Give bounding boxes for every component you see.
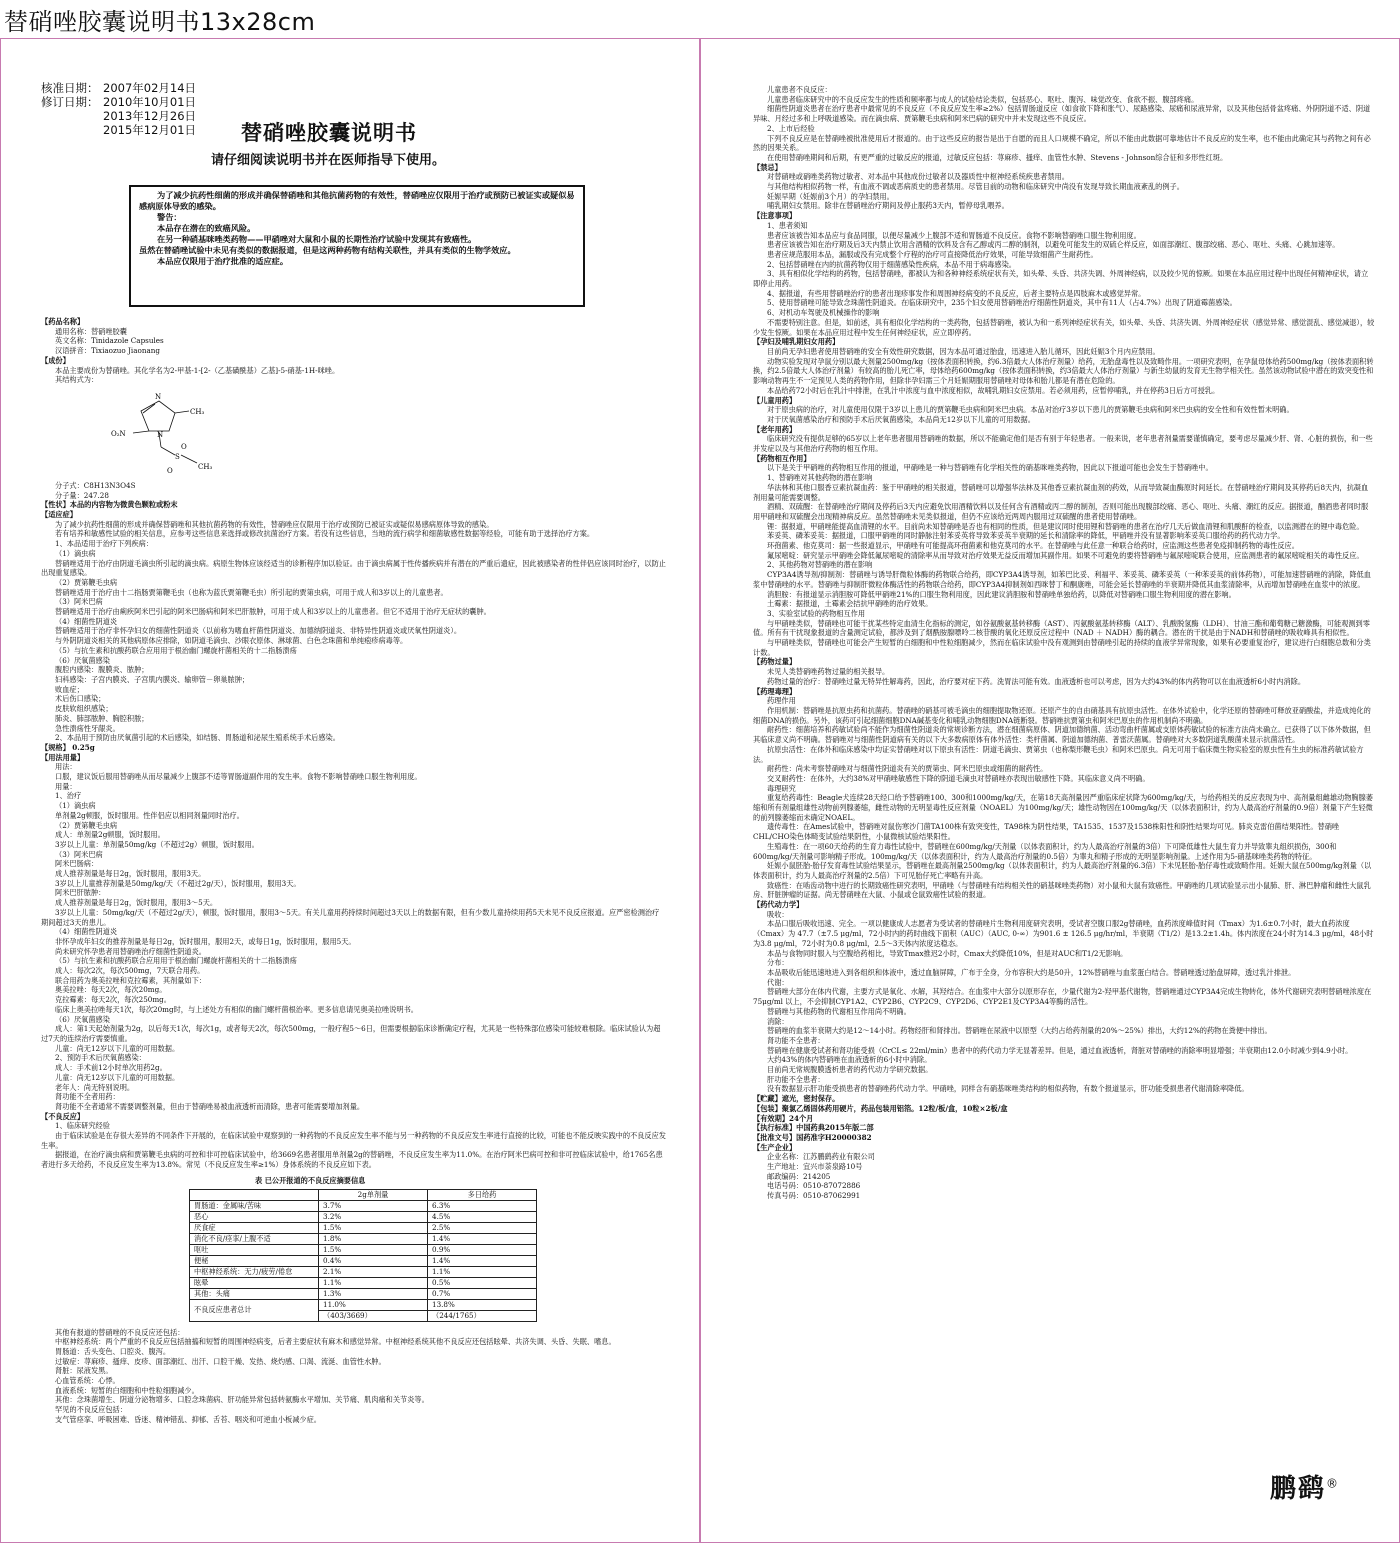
text-paragraph: 3岁以上儿童：50mg/kg/天（不超过2g/天），顿服，饭时服用，服用3～5天。有关儿童用药持续时间超过3天以上的数据有限，但有少数儿童持续用药5天未见不良反应报道。应严密检测治疗期间超过3天的患儿。 <box>41 907 660 927</box>
text-paragraph: 为了减少抗药性细菌的形成并确保替硝唑和其他抗菌药物的有效性，替硝唑应仅限用于治疗或预防已被证实或疑似易感病原体导致的感染。 <box>55 519 494 529</box>
table-row <box>190 1255 537 1266</box>
text-paragraph: 【生产企业】 <box>753 1142 797 1152</box>
text-paragraph: 皮肤软组织感染； <box>55 704 113 714</box>
warning-text: 警告： <box>157 212 182 222</box>
text-paragraph: 生产地址：宜兴市荼泉路10号 <box>767 1162 863 1172</box>
text-paragraph: 【适应症】 <box>41 510 77 520</box>
text-paragraph: 口服，建议饭后服用替硝唑从而尽量减少上腹部不适等胃肠道副作用的发生率。食物不影响替硝唑口服生物利用度。 <box>55 772 422 782</box>
page-title: 替硝唑胶囊说明书13x28cm <box>4 8 316 36</box>
table-cell: 6.3% <box>428 1200 537 1211</box>
paragraph-group <box>41 481 666 1170</box>
text-paragraph: 联合用药为奥美拉唑和克拉霉素，其剂量如下： <box>55 975 206 985</box>
text-paragraph: 2、包括替硝唑在内的抗菌药物仅用于细菌感染性疾病，本品不用于病毒感染。 <box>767 259 1016 269</box>
text-paragraph: 过敏症：荨麻疹、搔痒、皮疹、面部潮红、出汗、口腔干燥、发热、烧灼感、口渴、流涎、血管性水肿。 <box>55 1356 386 1366</box>
text-paragraph: 用量： <box>55 781 77 791</box>
paragraph-group <box>41 317 666 385</box>
text-paragraph: 分子量：247.28 <box>55 490 109 500</box>
table-row <box>190 1200 537 1211</box>
text-paragraph: 遗传毒性：在Ames试验中，替硝唑对鼠伤寒沙门菌TA100株有致突变性，TA98株为阴性结果，TA1535、1537及1538株阳性和阴性结果均可见。肺炎克雷伯菌结果阳性。替硝唑CHL/CHO染色体畸变试验结果阴性，小鼠微核试验结果阳性。 <box>753 822 1340 842</box>
text-paragraph: 肾功能不全者用药： <box>55 1092 120 1102</box>
table-cell: 恶心 <box>190 1211 319 1222</box>
table-cell: 3.2% <box>319 1211 428 1222</box>
total-value: 11.0% <box>319 1299 428 1310</box>
text-paragraph: 单剂量2g顿服，饭时服用。性伴侣应以相同剂量同时治疗。 <box>55 810 244 820</box>
text-paragraph: 儿童患者不良反应： <box>767 85 832 94</box>
text-paragraph: 【规格】 0.25g <box>41 742 95 752</box>
text-paragraph: 临床上奥美拉唑每天1次，每次20mg时，与上述处方有相似的幽门螺杆菌根治率。更多信息请见奥美拉唑说明书。 <box>55 1004 418 1014</box>
text-paragraph: 分子式：C8H13N3O4S <box>55 480 136 490</box>
structure-n: N <box>157 430 164 439</box>
text-paragraph: 腹腔内感染：腹膜炎、脓肿； <box>55 665 149 675</box>
structure-n: N <box>155 392 162 401</box>
text-paragraph: 3岁以上儿童：单剂量50mg/kg（不超过2g）顿服，饭时服用。 <box>55 839 259 849</box>
text-paragraph: 老年人：尚无特别说明。 <box>55 1082 135 1092</box>
text-paragraph: 锂：据报道，甲硝唑能提高血清锂的水平。目前尚未知替硝唑是否也有相同的性质，但是建议同时使用锂和替硝唑的患者在治疗几天后做血清锂和肌酸酐的检查，以监测潜在的锂中毒危险。 <box>767 521 1364 531</box>
text-paragraph: 肾功能不全者通常不需要调整剂量，但由于替硝唑易被血液透析而清除，患者可能需要增加剂量。 <box>55 1101 365 1111</box>
structure-no2: O₂N <box>111 429 126 438</box>
table-cell: 2.1% <box>319 1266 428 1277</box>
text-paragraph: 代谢： <box>767 977 789 987</box>
total-label: 不良反应患者总计 <box>190 1299 319 1321</box>
text-paragraph: 妊娠小鼠胚胎-胎仔发育毒性试验结果显示，替硝唑在最高剂量2500mg/kg（以体表面积计，约为人最高治疗剂量的6.3倍）下未见胚胎-胎仔毒性或致畸作用。妊娠大鼠在500mg/kg剂量（以体表面积计，约为人最高治疗剂量的2.5倍）下可见胎仔死亡率略有升高。 <box>753 861 1372 880</box>
text-paragraph: 5、使用替硝唑可能导致念珠菌性阴道炎。在临床研究中，235个妇女使用替硝唑治疗细菌性阴道炎，其中有11人（占4.7%）出现了阴道霉菌感染。 <box>767 298 1237 308</box>
table-cell: 1.4% <box>428 1255 537 1266</box>
document-subtitle: 请仔细阅读说明书并在医师指导下使用。 <box>211 153 446 168</box>
text-paragraph: 替硝唑与其他药物的代谢相互作用尚不明确。 <box>767 1006 911 1016</box>
text-paragraph: 本品吸收后能迅速地进入到各组织和体液中，透过血脑屏障，广布于全身，分布容积大约是50升，12%替硝唑与血浆蛋白结合。替硝唑透过胎盘屏障，透过乳汁排泄。 <box>767 967 1296 977</box>
text-paragraph: 毒理研究 <box>767 783 796 793</box>
text-paragraph: 本品主要成份为替硝唑。其化学名为2-甲基-1-[2-（乙基磺酰基）乙基]-5-硝基-1H-咪唑。 <box>55 365 340 375</box>
structure-o: O <box>181 442 187 451</box>
text-paragraph: 妇科感染：子宫内膜炎、子宫肌内膜炎、输卵管－卵巢脓肿； <box>55 674 250 684</box>
text-paragraph: 华法林和其他口服香豆素抗凝血药：鉴于甲硝唑的相关报道，替硝唑可以增强华法林及其他香豆素抗凝血剂的药效，从而导致凝血酶原时间延长。在替硝唑治疗期间及其停药后8天内，抗凝血剂用量可能需要调整。 <box>753 482 1369 502</box>
text-paragraph: 支气管痉挛、呼吸困难、昏迷、精神错乱、抑郁、舌苔、咽炎和可逆血小板减少症。 <box>55 1414 321 1424</box>
structure-ch3: CH₃ <box>190 407 205 416</box>
text-paragraph: 对替硝唑或硝唑类药物过敏者、对本品中其他成份过敏者以及器质性中枢神经系统疾患者禁用。 <box>767 172 1069 182</box>
table-header: 多日给药 <box>428 1189 537 1200</box>
text-paragraph: 2、其他药物对替硝唑的潜在影响 <box>767 560 873 570</box>
text-paragraph: 【执行标准】中国药典2015年版二部 <box>753 1123 874 1133</box>
table-row <box>190 1222 537 1233</box>
text-paragraph: 药物过量的治疗：替硝唑过量无特异性解毒药，因此，治疗要对症下药。洗胃法可能有效。血液透析也可以考虑，因为大约43%的体内药物可以在血液透析6小时内消除。 <box>767 676 1306 686</box>
text-paragraph: 若有培养和敏感性试验的相关信息，应参考这些信息来选择或修改抗菌治疗方案。若没有这些信息，当地的流行病学和细菌敏感性数据等经验，可能有助于选择治疗方案。 <box>55 529 595 539</box>
text-paragraph: 未见人类替硝唑药物过量的相关报导。 <box>767 667 890 677</box>
text-paragraph: 【贮藏】遮光，密封保存。 <box>753 1094 840 1104</box>
text-paragraph: 与甲硝唑类似，替硝唑也可能会产生短暂的白细胞和中性粒细胞减少，然而在临床试验中没有观测到由替硝唑引起的持续的血液学异常现象，如果有必要重复治疗，建议进行白细胞总数和分类计数。 <box>753 638 1371 657</box>
table-cell: 眩晕 <box>190 1277 319 1288</box>
text-paragraph: （3）阿米巴病 <box>55 597 103 607</box>
text-paragraph: 【禁忌】 <box>753 162 782 172</box>
text-paragraph: 【药品名称】 <box>41 317 85 326</box>
date-block <box>41 81 196 137</box>
warning-text: 本品应仅限用于治疗批准的适应症。 <box>157 256 289 266</box>
text-paragraph: 2、预防手术后厌氧菌感染： <box>55 1053 146 1063</box>
table-body <box>190 1200 537 1299</box>
text-paragraph: 克拉霉素：每天2次，每次250mg。 <box>55 995 171 1005</box>
company-logo <box>1270 1468 1340 1505</box>
text-paragraph: 目前尚无常规腹膜透析患者的药代动力学研究数据。 <box>767 1065 933 1075</box>
text-paragraph: 败血症； <box>55 684 84 694</box>
text-paragraph: 替硝唑在健康受试者和肾功能受损（CrCL≤ 22ml/min）患者中的药代动力学无显著差异。但是，通过血液透析，肾脏对替硝唑的消除率明显增强；半衰期由12.0小时减少到4.9小时。 <box>767 1045 1353 1055</box>
text-paragraph: 分布： <box>767 958 789 968</box>
adverse-reaction-table <box>189 1189 537 1322</box>
text-paragraph: 动物实验发现对孕鼠分别以最大剂量2500mg/kg（按体表面积转换，约6.3倍最大人体治疗剂量）给药，无胎盘毒性以及致畸作用。一项研究表明，在孕鼠母体给药500mg/kg（按体表面积转换，约2.5倍最大人体治疗剂量）有较高的胎儿死亡率，母体给药600mg/kg（按体表面积转换，约3倍最大人体治疗剂量）与新生幼鼠的发育无生物学相关性。虽然该动物试验中潜在的致突变性和影响动物再生不一定预见人类的药物作用，但除非孕妇需三个月妊娠期服用替硝唑对母体和胎儿都是有潜在危险的。 <box>753 356 1374 386</box>
text-paragraph: 替硝唑大部分在体内代谢，主要方式是氧化、水解，其羟结合。在血浆中大部分以原形存在，少量代谢为2-羟甲基代谢物，替硝唑通过CYP3A4完成生物转化，体外代谢研究表明替硝唑浓度在75μg/ml 以上，不会抑制CYP1A2、CYP2B6、CYP2C9、CYP2D6、CYP2E1及CYP3A4等酶的活性。 <box>753 987 1372 1007</box>
table-cell: 1.5% <box>319 1222 428 1233</box>
text-paragraph: 其他有报道的替硝唑的不良反应还包括： <box>55 1327 185 1337</box>
text-paragraph: （3）阿米巴病 <box>55 849 103 859</box>
text-paragraph: 3岁以上儿童推荐剂量是50mg/kg/天（不超过2g/天），饭时服用，服用3天。 <box>55 878 301 888</box>
text-paragraph: 【性状】本品的内容物为微黄色颗粒或粉末 <box>41 500 178 510</box>
table-cell: 0.7% <box>428 1288 537 1299</box>
text-paragraph: （6）厌氧菌感染 <box>55 655 110 665</box>
logo-text: 鹏鹞 <box>1270 1474 1327 1504</box>
text-paragraph: 1、本品适用于治疗下列疾病： <box>55 539 154 549</box>
text-paragraph: 其结构式为： <box>55 375 99 385</box>
text-paragraph: 成人：单剂量2g顿服，饭时服用。 <box>55 830 165 840</box>
text-paragraph: CYP3A4诱导剂/抑制剂：替硝唑与诱导肝微粒体酶的药物联合给药，即CYP3A4诱导剂，如苯巴比妥、利福平、苯妥英、磷苯妥英（一种苯妥英的前体药物），可能加速替硝唑的消除，降低血浆中替硝唑的水平。替硝唑与抑制肝微粒体酶活性的药物联合给药，即CYP3A4抑制剂如西咪替丁和酮康唑，可能会延长替硝唑的半衰期并降低其血浆清除率，从而增加替硝唑在血浆中的浓度。 <box>753 570 1371 589</box>
text-paragraph: 【注意事项】 <box>753 211 797 221</box>
text-paragraph: 【批准文号】国药准字H20000382 <box>753 1132 872 1142</box>
text-paragraph: 英文名称：Tinidazole Capsules <box>55 336 164 346</box>
table-caption: 表 已公开报道的不良反应摘要信息 <box>255 1175 366 1185</box>
text-paragraph: 重复给药毒性：Beagle犬连续28天经口给予替硝唑100、300和1000mg/kg/天，在第18天高剂量因严重临床症状降为600mg/kg/天，与给药相关的反应表现为中、高剂量组雌雄动物胸腺萎缩和所有剂量组雄性动物前列腺萎缩，雌性动物的无明显毒性反应剂量（NOAEL）为100mg/kg/天；雄性动物因在100mg/kg/天（以体表面积计，约为人最高治疗剂量的0.9倍）剂量下产生轻微的前列腺萎缩而未确定NOAEL。 <box>753 793 1373 822</box>
text-paragraph: 肾脏：尿液发黑。 <box>55 1366 113 1376</box>
text-paragraph: 在使用替硝唑期间和后期，有更严重的过敏反应的报道，过敏反应包括：荨麻疹、搔痒、血管性水肿、Stevens - Johnson综合征和多形性红斑。 <box>767 152 1228 162</box>
text-paragraph: 【包装】聚氯乙烯固体药用硬片，药品包装用铝箔。12粒/板/盒，10粒×2板/盒 <box>753 1103 1008 1113</box>
table-cell: 0.9% <box>428 1244 537 1255</box>
text-paragraph: 通用名称：替硝唑胶囊 <box>55 326 127 336</box>
text-paragraph: 阿米巴肝脓肿： <box>55 888 106 898</box>
text-paragraph: 环孢菌素、他克莫司：据一些报道显示，甲硝唑有可能提高环孢菌素和他克莫司的水平。在替硝唑与此任意一种联合给药时，应监测这些患者免疫抑制药物的毒性反应。 <box>767 541 1299 551</box>
table-cell: 2.5% <box>428 1222 537 1233</box>
document-title: 替硝唑胶囊说明书 <box>241 121 417 145</box>
text-paragraph: 作用机制：替硝唑是抗原虫药和抗菌药。替硝唑的硝基可被毛滴虫的细胞提取物还原。还原产生的自由硝基具有抗原虫活性。在体外试验中，化学还原的替硝唑可释放亚硝酸盐，并造成纯化的细菌DNA的损伤。另外，该药可引起细菌细胞DNA碱基变化和哺乳动物细胞DNA链断裂。替硝唑抗贾第虫和阿米巴原虫的作用机制尚不明确。 <box>753 706 1371 725</box>
text-paragraph: 用法： <box>55 762 77 772</box>
text-paragraph: 成人推荐剂量是每日2g，饭时服用，服用3～5天。 <box>55 898 218 908</box>
text-paragraph: 哺乳期妇女禁用。除非在替硝唑治疗期间及停止服药3天内，暂停母乳喂养。 <box>767 201 1009 211</box>
table-header-row <box>190 1189 537 1200</box>
text-paragraph: 本品与食物同时服入与空腹给药相比，导致Tmax推迟2小时，Cmax大约降低10%，但是对AUC和T1/2无影响。 <box>767 948 1128 958</box>
text-paragraph: 尚未研究怀孕患者用替硝唑治疗细菌性阴道炎。 <box>55 946 206 956</box>
table-cell: 1.4% <box>428 1233 537 1244</box>
text-paragraph: 妊娠早期（妊娠前3个月）的孕妇禁用。 <box>767 191 894 201</box>
text-paragraph: 心血管系统：心悸。 <box>55 1376 120 1386</box>
text-paragraph: 【药代动力学】 <box>753 900 804 910</box>
text-paragraph: 4、据报道，有些用替硝唑治疗的患者出现疹事发作和周围神经病变的不良反应，后者主要特点是四肢麻木或感觉异常。 <box>767 288 1146 298</box>
text-paragraph: 苯妥英、磷苯妥英：据报道，口服甲硝唑的同时静脉注射苯妥英将导致苯妥英半衰期的延长和清除率的降低，甲硝唑并没有显著影响苯妥英口服给药的药代动力学。 <box>767 531 1285 541</box>
text-paragraph: （2）贾第鞭毛虫病 <box>55 577 118 587</box>
text-paragraph: 【药物过量】 <box>753 657 797 667</box>
right-panel <box>700 38 1400 1543</box>
text-paragraph: 传真号码：0510-87062991 <box>767 1191 861 1201</box>
text-paragraph: 替硝唑适用于治疗由阴道毛滴虫所引起的滴虫病。病原生物体应该经适当的诊断程序加以验证。由于滴虫病属于性传播疾病并有潜在的严重后遗症，因此被感染者的性伴侣应该同时治疗，以防止出现重复感染。 <box>41 558 666 578</box>
table-row <box>190 1233 537 1244</box>
structure-ch3: CH₃ <box>198 462 213 471</box>
text-paragraph: 大约43%的体内替硝唑在血液透析的6小时中消除。 <box>767 1055 932 1065</box>
table-header <box>190 1189 319 1200</box>
text-paragraph: 替硝唑的血浆半衰期大约是12～14小时。药物经肝和肾排出。替硝唑在尿液中以原型（大约占给药剂量的20%～25%）排出，大约12%的药物在粪便中排出。 <box>767 1026 1272 1036</box>
text-paragraph: 肾功能不全患者： <box>767 1035 825 1045</box>
revise-date: 2015年12月01日 <box>103 123 197 137</box>
text-paragraph: （1）滴虫病 <box>55 801 96 811</box>
table-row <box>190 1277 537 1288</box>
warning-text: 本品存在潜在的致癌风险。 <box>157 223 256 233</box>
left-body <box>41 317 666 1425</box>
text-paragraph: 药理作用 <box>767 696 796 706</box>
text-paragraph: （4）细菌性阴道炎 <box>55 927 118 937</box>
text-paragraph: 成人：第1天起始剂量为2g，以后每天1次，每次1g，或者每天2次，每次500mg，一般疗程5～6日，但需要根据临床诊断确定疗程，尤其是一些特殊部位感染可能较难根除。临床试验认为超过7天的连续治疗需要慎重。 <box>41 1024 661 1043</box>
text-paragraph: 胃肠道：舌头变色、口腔炎、腹泻。 <box>55 1346 171 1356</box>
text-paragraph: 【药物相互作用】 <box>753 453 811 463</box>
text-paragraph: 【不良反应】 <box>41 1111 85 1121</box>
text-paragraph: 1、治疗 <box>55 791 82 801</box>
structure-s: S <box>175 452 180 461</box>
text-paragraph: 3、具有相似化学结构的药物，包括替硝唑，都被认为和各种神经系统症状有关，如头晕、头昏、共济失调、外周神经病，以及较少见的惊厥。如果在本品应用过程中出现任何精神症状，请立即停止用药。 <box>753 269 1369 289</box>
text-paragraph: 1、临床研究经验 <box>55 1121 110 1131</box>
text-paragraph: 替硝唑适用于治疗由痢疾阿米巴引起的阿米巴肠病和阿米巴肝脓肿，可用于成人和3岁以上的儿童患者。但它不适用于治疗无症状的囊肿。 <box>55 607 491 617</box>
text-paragraph: 吸收： <box>767 909 789 919</box>
text-paragraph: 非怀孕成年妇女的推荐剂量是每日2g，饭时服用，服用2天，或每日1g，饭时服用，服用5天。 <box>55 936 356 946</box>
text-paragraph: 急性溃疡性牙龈炎。 <box>55 723 120 733</box>
text-paragraph: 1、患者须知 <box>767 220 808 230</box>
table-row <box>190 1211 537 1222</box>
text-paragraph: 以下是关于甲硝唑的药物相互作用的报道，甲硝唑是一种与替硝唑有化学相关性的硝基咪唑类药物，因此以下报道可能也会发生于替硝唑中。 <box>767 463 1213 473</box>
text-paragraph: 6、对机动车驾驶及机械操作的影响 <box>767 308 880 318</box>
text-paragraph: （4）细菌性阴道炎 <box>55 616 118 626</box>
text-paragraph: 没有数据显示肝功能受损患者的替硝唑药代动力学。甲硝唑，同样含有硝基咪唑类结构的相似药物，有数个报道显示，肝功能受损患者代谢清除率降低。 <box>767 1084 1249 1094</box>
table-total-row <box>190 1299 537 1310</box>
table-cell: 0.5% <box>428 1277 537 1288</box>
registered-mark: ® <box>1326 1476 1341 1491</box>
text-paragraph: 【老年用药】 <box>753 424 797 434</box>
structural-formula <box>81 389 261 479</box>
warning-box <box>129 185 585 307</box>
text-paragraph: 患者应该被告知在治疗期及后3天内禁止饮用含酒精的饮料及含有乙醇或丙二醇的制剂，以避免可能发生的双硫仑样反应，如面部潮红、腹部绞痛、恶心、呕吐、头痛、心跳加速等。 <box>767 240 1340 250</box>
text-paragraph: （1）滴虫病 <box>55 548 96 558</box>
table-cell: 4.5% <box>428 1211 537 1222</box>
text-paragraph: 细菌性阴道炎患者在治疗患者中最常见的不良反应（不良反应发生率≥2%）包括胃肠道反应（如食欲下降和胀气）、尿路感染、尿痛和尿液异常，以及其他包括骨盆疼痛、外阴阴道不适、阴道异味、月经过多和上呼吸道感染。而在滴虫病、贾第鞭毛虫病和阿米巴病的研究中并未发现这些不良反应。 <box>753 104 1371 124</box>
text-paragraph: 【儿童用药】 <box>753 395 797 405</box>
revise-date: 2013年12月26日 <box>103 109 197 123</box>
text-paragraph: 1、替硝唑对其他药物的潜在影响 <box>767 473 873 483</box>
left-panel <box>0 38 700 1543</box>
paragraph-group <box>41 1328 666 1425</box>
table-cell: 1.1% <box>319 1277 428 1288</box>
revise-label: 修订日期： <box>41 95 99 109</box>
table-cell: 便秘 <box>190 1255 319 1266</box>
text-paragraph: 目前尚无孕妇患者使用替硝唑的安全有效性研究数据，因为本品可通过胎盘，迅速进入胎儿循环，因此妊娠3个月内应禁用。 <box>767 346 1160 356</box>
revise-date: 2010年10月01日 <box>103 95 197 109</box>
text-paragraph: 对于原虫病的治疗，对儿童使用仅限于3岁以上患儿的贾第鞭毛虫病和阿米巴虫病。本品对治疗3岁以下患儿的贾第鞭毛虫病和阿米巴虫病的安全性和有效性暂未明确。 <box>767 405 1294 415</box>
text-paragraph: 肝功能不全患者： <box>767 1074 825 1084</box>
text-paragraph: 奥美拉唑：每天2次，每次20mg。 <box>55 985 167 995</box>
text-paragraph: 对于厌氧菌感染治疗和预防手术后厌氧菌感染，本品尚无12岁以下儿童的可用数据。 <box>767 414 1035 424</box>
text-paragraph: 邮政编码：214205 <box>767 1171 831 1181</box>
text-paragraph: 酒精、双硫醒：在替硝唑治疗期间及停药后3天内应避免饮用酒精饮料以及任何含有酒精或丙二醇的制剂，否则可能出现腹部绞痛、恶心、呕吐、头痛、潮红的反应。据报道，酗酒患者同时服用甲硝唑和双硫醒会出现精神病反应。虽然替硝唑未见类似报道，但仍不应该给近两周内服用过双硫醒的患者使用替硝唑。 <box>753 502 1369 521</box>
text-paragraph: 患者应规范服用本品，漏服或没有完成整个疗程的治疗可直接降低治疗效果，可能导致细菌产生耐药性。 <box>767 249 1098 259</box>
text-paragraph: 本品给药72小时后在乳汁中排泄，在乳汁中浓度与血中浓度相似，故哺乳期妇女应禁用。若必须用药，应暂停哺乳，并在停药3日后方可授乳。 <box>767 385 1220 395</box>
text-paragraph: 【用法用量】 <box>41 752 85 762</box>
warning-text: 为了减少抗药性细菌的形成并确保替硝唑和其他抗菌药物的有效性，替硝唑应仅限用于治疗或预防已被证实或疑似易感病原体导致的感染。 <box>139 190 575 211</box>
text-paragraph: 不需要特别注意。但是，如前述，具有相似化学结构的一类药物，包括替硝唑，被认为和一系列神经症状有关，如头晕、头昏、共济失调、外周神经症状（感觉异常、感觉混乱、感觉减退），较少发生惊厥。如果在本品应用过程中发生任何神经症状，应立即停药。 <box>753 317 1375 337</box>
text-paragraph: 2、本品用于预防由厌氧菌引起的术后感染，如结肠、胃肠道和泌尿生殖系统手术后感染。 <box>55 733 340 743</box>
table-cell: 中枢神经系统：无力/疲劳/倦怠 <box>190 1266 319 1277</box>
text-paragraph: 土霉素：据报道，土霉素会拮抗甲硝唑的治疗效果。 <box>767 599 933 609</box>
table-cell: 厌食症 <box>190 1222 319 1233</box>
table-cell: 1.5% <box>319 1244 428 1255</box>
warning-text: 虽然在替硝唑试验中未见有类似的数据报道，但是这两种药物有结构关联性，并具有类似的生物学效应。 <box>139 245 516 255</box>
right-body <box>753 85 1375 1201</box>
text-paragraph: 电话号码：0510-87072886 <box>767 1181 861 1191</box>
text-paragraph: 成人：每次2次，每次500mg，7天联合用药。 <box>55 966 205 976</box>
table-row <box>190 1244 537 1255</box>
text-paragraph: 交叉耐药性：在体外，大约38%对甲硝唑敏感性下降的阴道毛滴虫对替硝唑亦表现出敏感性下降。其临床意义尚不明确。 <box>767 773 1150 783</box>
text-paragraph: 术后伤口感染； <box>55 694 106 704</box>
text-paragraph: 成人：手术前12小时单次用药2g。 <box>55 1063 167 1073</box>
text-paragraph: 耐药性：细菌培养和药敏试验尚不能作为细菌性阴道炎的常规诊断方法，潜在细菌病原体、阴道加德纳菌、活动弯曲杆菌属或支原体药敏试验的标准方法尚未确立。已获得了以下体外数据，但其临床意义尚不明确。替硝唑对与细菌性阴道病有关的以下大多数病原体有体外活性：类杆菌属、阴道加德纳菌、普雷沃菌属。替硝唑对大多数阴道乳酸菌未显示抗菌活性。 <box>753 725 1371 745</box>
text-paragraph: 耐药性：尚未考察替硝唑对与细菌性阴道炎有关的贾第虫、阿米巴原虫或细菌的耐药性。 <box>767 764 1048 774</box>
text-paragraph: 【有效期】24个月 <box>753 1113 814 1123</box>
text-paragraph: 儿童患者临床研究中的不良反应发生的性质和频率都与成人的试验结论类似，包括恶心、呕吐、腹泻、味觉改变、食欲不振、腹部疼痛。 <box>767 94 1199 104</box>
total-value: 13.8% <box>428 1299 537 1310</box>
text-paragraph: 下列不良反应是在替硝唑被批准使用后才报道的。由于这些反应的报告是出于自愿的而且人口规模不确定，所以不能由此数据可靠地估计不良反应的发生率，也不能由此确定其与药物之间有必然的因果关系。 <box>753 133 1371 153</box>
table-cell: 1.8% <box>319 1233 428 1244</box>
text-paragraph: 3、实验室试验的药物相互作用 <box>767 608 866 618</box>
text-paragraph: 据报道，在治疗滴虫病和贾第鞭毛虫病的可控和非可控临床试验中，给3669名患者服用单剂量2g的替硝唑，不良反应发生率为11.0%。在治疗阿米巴病可控和非可控临床试验中，给1765名患者进行多天给药，不良反应发生率为13.8%。常见（不良反应发生率≥1%）身体系统的不良反应如下表。 <box>41 1150 663 1170</box>
table-cell: 消化不良/痉挛/上腹不适 <box>190 1233 319 1244</box>
text-paragraph: （2）贾第鞭毛虫病 <box>55 820 118 830</box>
table-cell: 呕吐 <box>190 1244 319 1255</box>
text-paragraph: 企业名称：江苏鹏鹞药业有限公司 <box>767 1152 875 1162</box>
table-cell: 其他：头痛 <box>190 1288 319 1299</box>
text-paragraph: 2、上市后经验 <box>767 123 815 133</box>
structure-diagram <box>81 389 261 479</box>
total-count: （244/1765） <box>428 1310 537 1321</box>
table-row <box>190 1288 537 1299</box>
text-paragraph: 血液系统：短暂的白细胞和中性粒细胞减少。 <box>55 1385 199 1395</box>
total-count: （403/3669） <box>319 1310 428 1321</box>
table-cell: 0.4% <box>319 1255 428 1266</box>
text-paragraph: （5）与抗生素和抗酸药联合应用用于根治幽门螺旋杆菌相关的十二指肠溃疡 <box>55 956 297 966</box>
text-paragraph: （5）与抗生素和抗酸药联合应用用于根治幽门螺旋杆菌相关的十二指肠溃疡 <box>55 645 297 655</box>
text-paragraph: 【孕妇及哺乳期妇女用药】 <box>753 337 840 347</box>
text-paragraph: 与其他结构相似药物一样，有血液不调或恶病质史的患者禁用。尽管目前的动物和临床研究中尚没有发现导致长期血液紊乱的例子。 <box>767 182 1184 192</box>
text-paragraph: 阿米巴肠病： <box>55 859 99 869</box>
text-paragraph: 本品口服后吸收迅速、完全。一项以健康成人志愿者为受试者的替硝唑片生物利用度研究表明，受试者空腹口服2g替硝唑，血药浓度峰值时间（Tmax）为1.6±0.7小时，最大血药浓度（Cmax）为 47.7（±7.5 μg/ml，72小时内的药时曲线下面积（AUC）（AUC, 0-∞）为901.6 ± 126.5 μg/hr/ml，半衰期（T1/2）是13.2±1.4h。体内浓度在24小时为14.3 μg/ml，48小时为3.8 μg/ml，72小时为0.8 μg/ml，2.5～3天体内浓度达稳态。 <box>753 919 1374 948</box>
text-paragraph: 汉语拼音：Tixiaozuo Jiaonang <box>55 346 160 356</box>
text-paragraph: 【成份】 <box>41 355 70 365</box>
text-paragraph: 儿童：尚无12岁以下儿童的可用数据。 <box>55 1043 180 1053</box>
table-cell: 3.7% <box>319 1200 428 1211</box>
text-paragraph: （6）厌氧菌感染 <box>55 1014 110 1024</box>
text-paragraph: 与甲硝唑类似，替硝唑也可能干扰某些特定血清生化指标的测定，如谷氨酸氨基转移酶（AST）、丙氨酸氨基转移酶（ALT）、乳酸脱氢酶（LDH）、甘油三酯和葡萄糖己糖激酶，可能观测到零值。所有有干扰现象报道的含量测定试验，都涉及到了烟酰胺腺嘌呤二核苷酸的氧化还原反应过程中（NAD ＋ NADH）酶的耦合。潜在的干扰是由于NADH和替硝唑的吸收峰具有相似性。 <box>753 618 1370 638</box>
text-paragraph: 消除： <box>767 1016 789 1026</box>
text-paragraph: 致癌性：在啮齿动物中进行的长期致癌性研究表明，甲硝唑（与替硝唑有结构相关性的硝基咪唑类药物）对小鼠和大鼠有致癌性。甲硝唑的几项试验显示出小鼠肺、肝、淋巴肿瘤和雌性大鼠乳房、肝脏肿瘤的证据。尚无替硝唑在大鼠、小鼠或仓鼠致癌性试验的报道。 <box>753 880 1371 900</box>
approve-date: 2007年02月14日 <box>103 81 197 95</box>
table-row <box>190 1266 537 1277</box>
text-paragraph: 与外阴阴道炎相关的其他病原体应排除，如阴道毛滴虫、沙眼衣原体、淋球菌、白色念珠菌和单纯疱疹病毒等。 <box>55 636 408 646</box>
text-paragraph: 替硝唑适用于治疗非怀孕妇女的细菌性阴道炎（以前称为嗜血杆菌性阴道炎、加德纳阴道炎、非特异性阴道炎或厌氧性阴道炎）。 <box>55 626 462 636</box>
table-cell: 1.3% <box>319 1288 428 1299</box>
text-paragraph: 【药理毒理】 <box>753 686 797 696</box>
text-paragraph: 临床研究没有提供足够的65岁以上老年患者服用替硝唑的数据，所以不能确定他们是否有别于年轻患者。一般来说，老年患者剂量需要谨慎确定，要考虑尽量减少肝、肾、心脏的损伤，和一些并发症以及与其他治疗药物的相互作用。 <box>753 434 1373 454</box>
text-paragraph: 消胆胺：有报道显示消胆胺可降低甲硝唑21%的口服生物利用度，因此建议消胆胺和替硝唑单独给药，以降低对替硝唑口服生物利用度的潜在影响。 <box>767 589 1236 599</box>
table-cell: 1.1% <box>428 1266 537 1277</box>
structure-o: O <box>167 466 173 475</box>
text-paragraph: 抗原虫活性：在体外和临床感染中均证实替硝唑对以下原虫有活性：阴道毛滴虫、贾第虫（也称梨形鞭毛虫）和阿米巴原虫。尚无可用于临床微生物实验室的原虫性有生虫的标准药敏试验方法。 <box>753 744 1364 764</box>
table-cell: 胃肠道：金属味/苦味 <box>190 1200 319 1211</box>
approve-label: 核准日期： <box>41 81 99 95</box>
warning-text: 在另一种硝基咪唑类药物——甲硝唑对大鼠和小鼠的长期性治疗试验中发现其有致癌性。 <box>157 234 477 244</box>
text-paragraph: 其他：念珠菌增生、阴道分泌物增多、口腔念珠菌病、肝功能异常包括转氨酶水平增加、关节痛、肌肉痛和关节炎等。 <box>55 1395 429 1405</box>
text-paragraph: 氟尿嘧啶：研究显示甲硝唑会降低氟尿嘧啶的清除率从而导致对治疗效果无益反而增加其副作用。如果不可避免的要将替硝唑与氟尿嘧啶联合使用，应监测患者的氟尿嘧啶相关的毒性反应。 <box>767 550 1364 560</box>
text-paragraph: 由于临床试验是在存很大差异的不同条件下开展的，在临床试验中观察到的一种药物的不良反应发生率不能与另一种药物的不良反应发生率进行直接的比较，可能也不能反映实践中的不良反应发生率。 <box>41 1131 666 1150</box>
text-paragraph: 生殖毒性：在一项60天给药的生育力毒性试验中，替硝唑在600mg/kg/天剂量（以体表面积计，约为人最高治疗剂量的3倍）下可降低雄性大鼠生育力并导致睾丸组织损伤，300和600mg/kg/天剂量可影响精子形成。100mg/kg/天（以体表面积计，约为人最高治疗剂量的0.5倍）为睾丸和精子形成的无明显影响剂量。上述作用为5-硝基咪唑类药物的特征。 <box>753 841 1337 861</box>
table-header: 2g单剂量 <box>319 1189 428 1200</box>
text-paragraph: 替硝唑适用于治疗由十二指肠贾第鞭毛虫（也称为蓝氏贾第鞭毛虫）所引起的贾第虫病，可用于成人和3岁以上的儿童患者。 <box>55 587 448 597</box>
text-paragraph: 中枢神经系统：两个严重的不良反应包括抽搐和短暂的周围神经病变，后者主要症状有麻木和感觉异常。中枢神经系统其他不良反应还包括眩晕、共济失调、头昏、失眠、嗜息。 <box>55 1337 616 1347</box>
text-paragraph: 肺炎、肺部脓肿、胸腔积脓； <box>55 713 149 723</box>
text-paragraph: 成人推荐剂量是每日2g，饭时服用，服用3天。 <box>55 869 206 879</box>
text-paragraph: 患者应该被告知本品应与食品同服，以便尽量减少上腹部不适和胃肠道不良反应。食物不影响替硝唑口服生物利用度。 <box>767 230 1141 240</box>
text-paragraph: 儿童：尚无12岁以下儿童的可用数据。 <box>55 1072 180 1082</box>
text-paragraph: 罕见的不良反应包括： <box>55 1405 127 1415</box>
